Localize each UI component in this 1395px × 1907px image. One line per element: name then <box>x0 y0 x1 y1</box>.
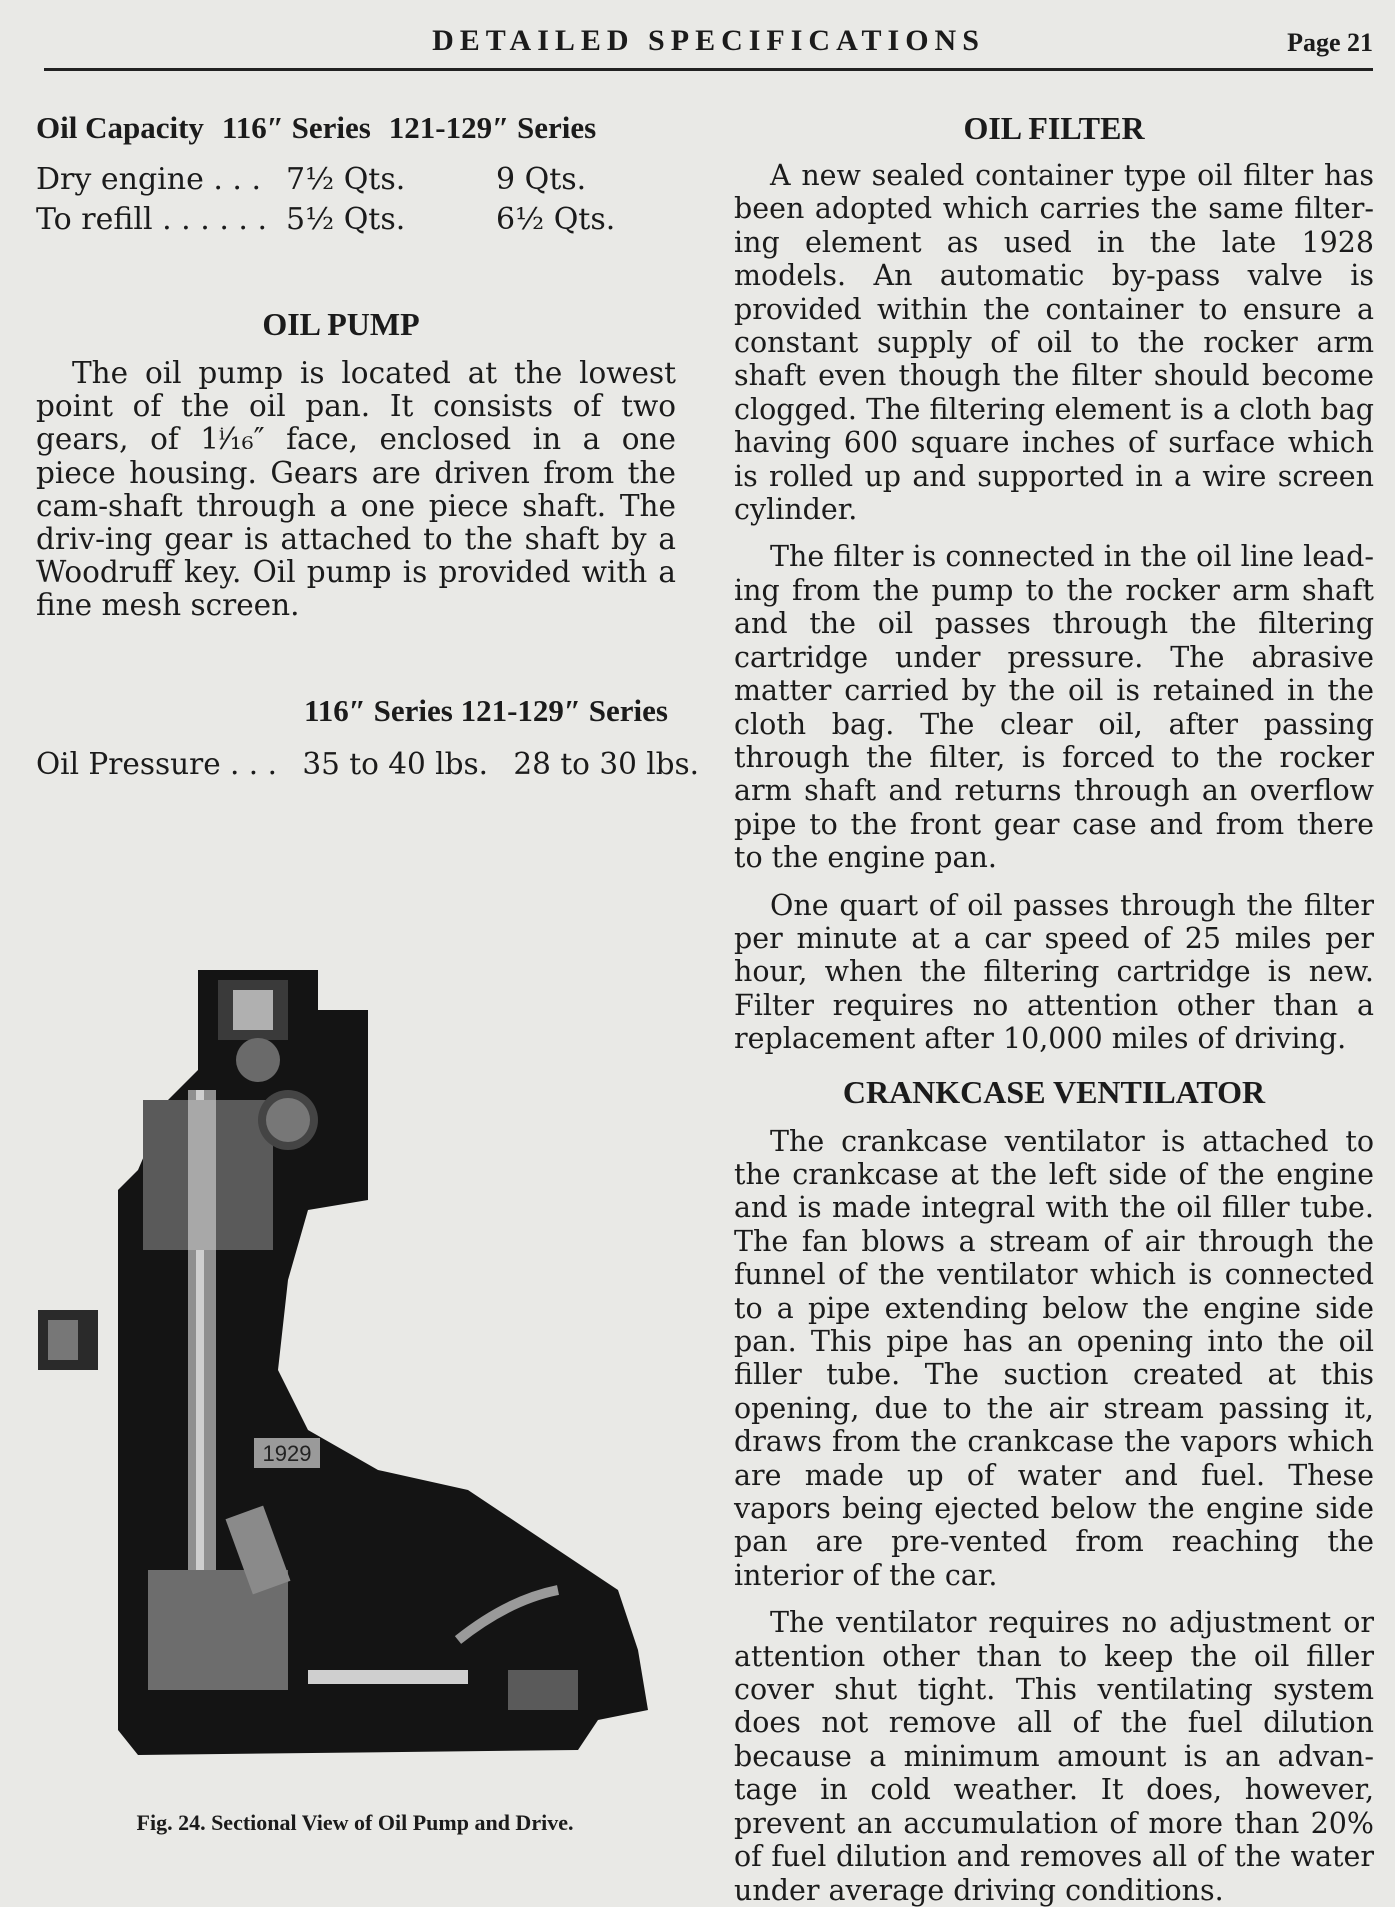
oil-capacity-table <box>36 160 676 240</box>
table-row <box>36 200 676 240</box>
oil-pump-illustration <box>38 950 668 1790</box>
page-number: Page 21 <box>1287 28 1373 57</box>
oil-filter-para-2: The filter is connected in the oil line lead-ing from the pump to the rocker arm shaft and the oil passes through the filtering cartridge under pressure. The abrasive matter carried by the oil is retained in the cloth bag. The clear oil, after passing through the filter, is forced to the rocker arm shaft and returns through an overflow pipe to the front gear case and from there to the engine pan. <box>734 540 1374 875</box>
row-value-121: 6½ Qts. <box>496 202 616 237</box>
table-row <box>36 160 676 200</box>
pressure-label: Oil Pressure . . . <box>36 746 277 781</box>
oil-filter-para-1: A new sealed container type oil filter has been adopted which carries the same filter-ing element as used in the late 1928 models. An automatic by-pass valve is provided within the container to ensure a constant supply of oil to the rocker arm shaft even though the filter should become clogged. The filtering element is a cloth bag having 600 square inches of surface which is rolled up and supported in a wire screen cylinder. <box>734 159 1374 527</box>
row-label: Dry engine . . . <box>36 162 262 197</box>
right-column <box>734 110 1374 1907</box>
crankcase-ventilator-title: CRANKCASE VENTILATOR <box>842 1073 1266 1110</box>
oil-pump-title: OIL PUMP <box>262 306 420 342</box>
oil-pump-text: The oil pump is located at the lowest point of the oil pan. It consists of two gears, of 1ⁱ⁄₁₆″ face, enclosed in a one piece housing. Gears are driven from the cam-shaft through a one piece shaft. The driv-ing gear is attached to the shaft by a Woodruff key. Oil pump is provided with a fine mesh screen. <box>36 356 676 623</box>
pressure-col1-header: 116″ Series <box>304 692 453 728</box>
capacity-col1-header: 116″ Series <box>221 110 371 145</box>
figure-caption: Fig. 24. Sectional View of Oil Pump and Drive. <box>136 1810 574 1835</box>
capacity-col2-header: 121-129″ Series <box>388 110 597 145</box>
oil-filter-para-3: One quart of oil passes through the filter per minute at a car speed of 25 miles per hour, when the filtering cartridge is new. Filter requires no attention other than a replacement after 10,000 miles of driving. <box>734 888 1374 1056</box>
left-column <box>36 110 700 781</box>
pressure-value-116: 35 to 40 lbs. <box>302 746 489 781</box>
pressure-value-121: 28 to 30 lbs. <box>513 746 700 781</box>
crankcase-para-2: The ventilator requires no adjustment or attention other than to keep the oil filler cover shut tight. This ventilating system does not remove all of the fuel dilution because a minimum amount is an advan-tage in cold weather. It does, however, prevent an accumulation of more than 20% of fuel dilution and removes all of the water under average driving conditions. <box>734 1606 1374 1907</box>
row-value-121: 9 Qts. <box>496 162 587 197</box>
crankcase-para-1: The crankcase ventilator is attached to the crankcase at the left side of the engine and is made integral with the oil filler tube. The fan blows a stream of air through the funnel of the ventilator which is connected to a pipe extending below the engine side pan. This pipe has an opening into the oil filler tube. The suction created at this opening, due to the air stream passing it, draws from the crankcase the vapors which are made up of water and fuel. These vapors being ejected below the engine side pan are pre-vented from reaching the interior of the car. <box>734 1124 1374 1592</box>
oil-pressure-row <box>36 746 700 781</box>
oil-filter-title: OIL FILTER <box>963 110 1145 146</box>
figure-stamp: 1929 <box>262 1441 312 1466</box>
oil-pressure-heading <box>36 693 676 729</box>
page-header <box>44 24 1373 71</box>
pressure-col2-header: 121-129″ Series <box>460 692 668 728</box>
oil-capacity-heading <box>36 110 676 146</box>
header-title: DETAILED SPECIFICATIONS <box>432 24 985 57</box>
oil-pump-sectional-figure <box>38 950 668 1790</box>
row-value-116: 5½ Qts. <box>286 202 406 237</box>
row-value-116: 7½ Qts. <box>286 162 406 197</box>
row-label: To refill . . . . . . <box>36 202 268 237</box>
oil-capacity-label: Oil Capacity <box>36 110 204 145</box>
